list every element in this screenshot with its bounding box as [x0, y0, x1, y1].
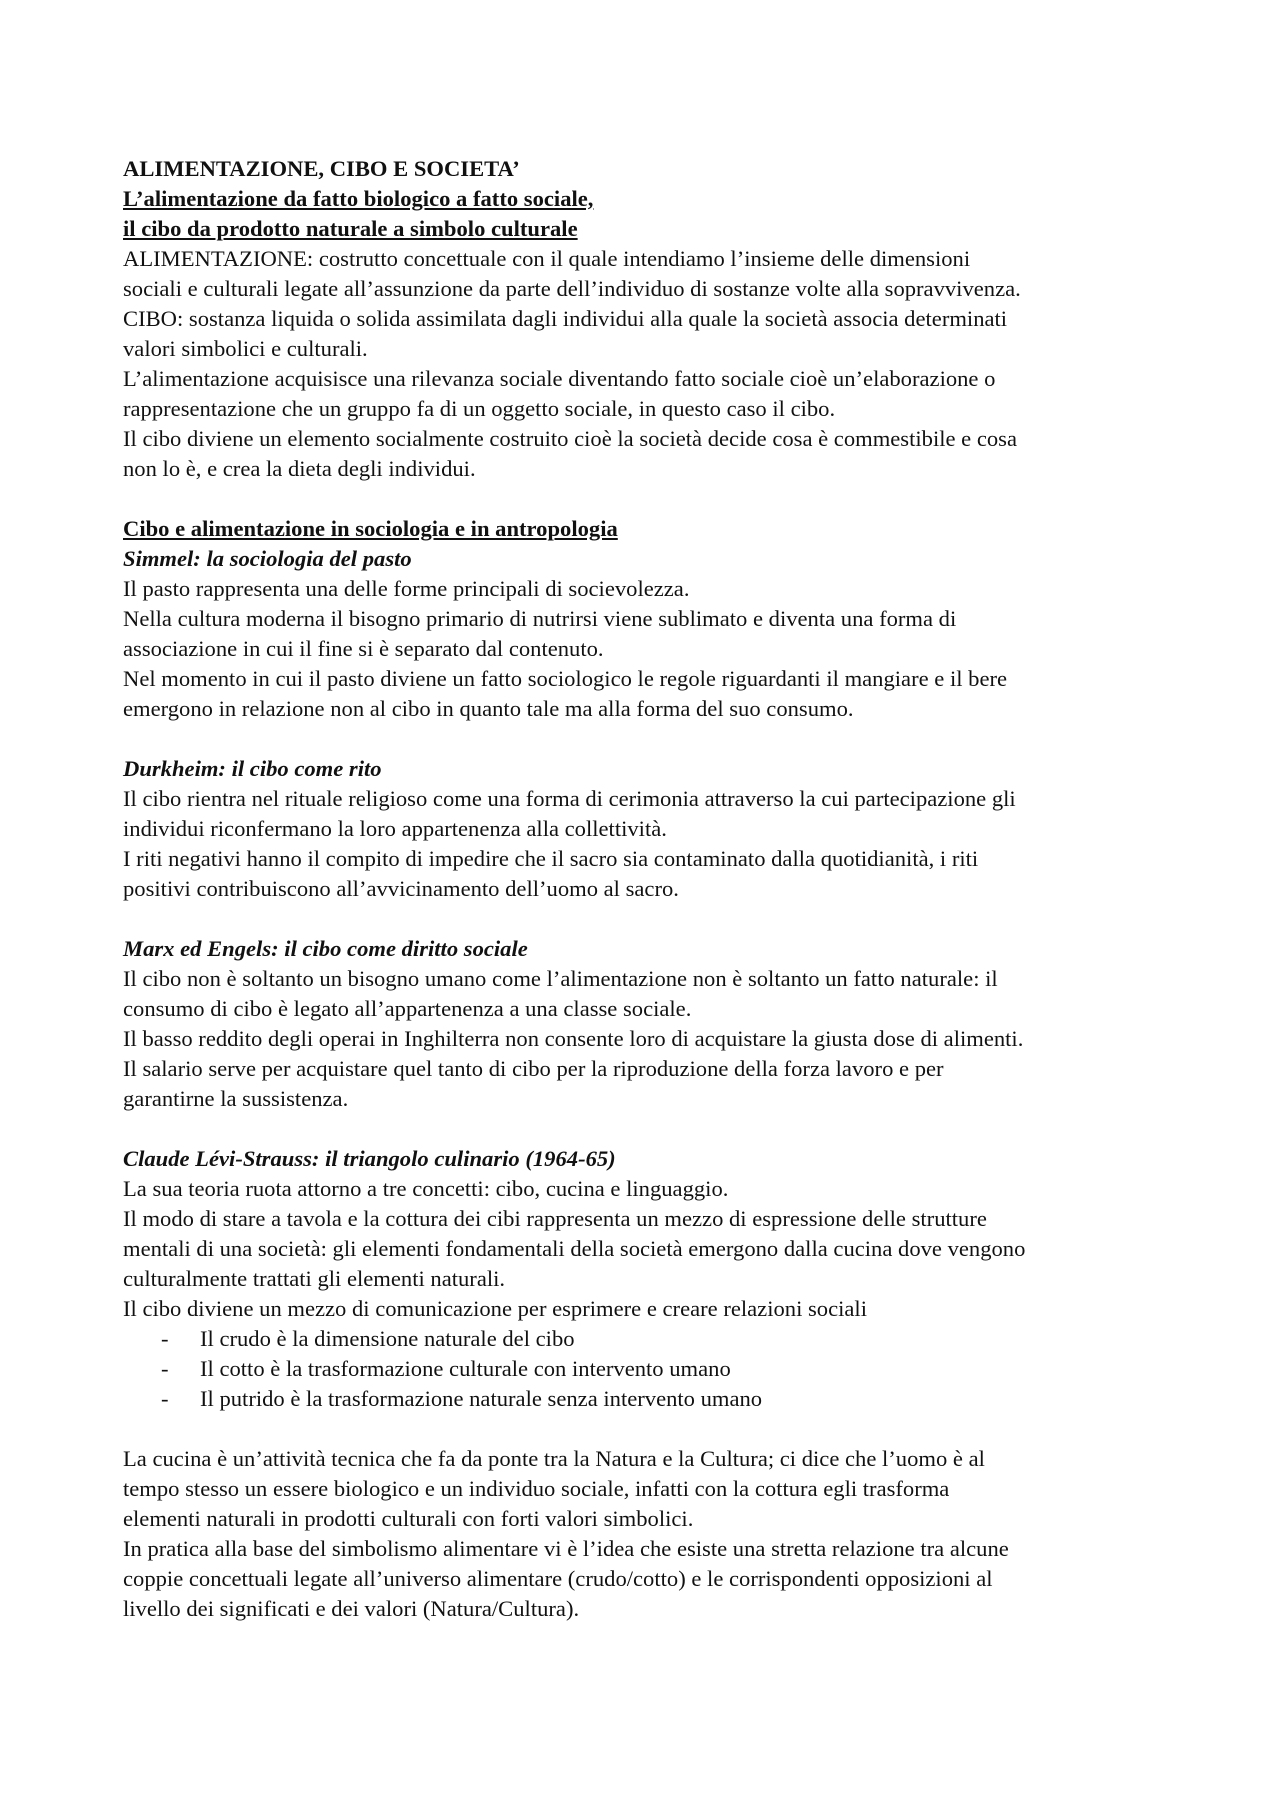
text-line: positivi contribuiscono all’avvicinamento dell’uomo al sacro. [123, 876, 679, 901]
list-item-text: Il cotto è la trasformazione culturale con intervento umano [200, 1356, 731, 1381]
document-title: ALIMENTAZIONE, CIBO E SOCIETA’ [123, 156, 520, 181]
intro-paragraph [123, 244, 1163, 484]
text-line: Il cibo diviene un mezzo di comunicazione per esprimere e creare relazioni sociali [123, 1296, 867, 1321]
text-line: consumo di cibo è legato all’appartenenza a una classe sociale. [123, 996, 692, 1021]
text-line: rappresentazione che un gruppo fa di un oggetto sociale, in questo caso il cibo. [123, 396, 836, 421]
levi-strauss-section [123, 1144, 1163, 1624]
marx-section [123, 934, 1163, 1114]
durkheim-heading: Durkheim: il cibo come rito [123, 756, 382, 781]
document-subtitle-line-2: il cibo da prodotto naturale a simbolo culturale [123, 216, 578, 241]
text-line: emergono in relazione non al cibo in quanto tale ma alla forma del suo consumo. [123, 696, 854, 721]
text-line: valori simbolici e culturali. [123, 336, 368, 361]
bullet-dash: - [161, 1326, 169, 1351]
spacer [123, 724, 1163, 754]
text-line: tempo stesso un essere biologico e un individuo sociale, infatti con la cottura egli trasforma [123, 1476, 950, 1501]
bullet-list [123, 1324, 1163, 1414]
spacer [123, 904, 1163, 934]
text-line: Nella cultura moderna il bisogno primario di nutrirsi viene sublimato e diventa una forma di [123, 606, 957, 631]
text-line: Il basso reddito degli operai in Inghilterra non consente loro di acquistare la giusta dose di alimenti. [123, 1026, 1024, 1051]
text-line: La cucina è un’attività tecnica che fa da ponte tra la Natura e la Cultura; ci dice che l’uomo è al [123, 1446, 985, 1471]
spacer [123, 1414, 1163, 1444]
text-line: garantirne la sussistenza. [123, 1086, 349, 1111]
simmel-section [123, 544, 1163, 724]
spacer [123, 1114, 1163, 1144]
text-line: L’alimentazione acquisisce una rilevanza sociale diventando fatto sociale cioè un’elaborazione o [123, 366, 996, 391]
text-line: elementi naturali in prodotti culturali con forti valori simbolici. [123, 1506, 694, 1531]
document-page [123, 154, 1163, 1624]
text-line: sociali e culturali legate all’assunzione da parte dell’individuo di sostanze volte alla sopravvivenza. [123, 276, 1021, 301]
text-line: Il cibo rientra nel rituale religioso come una forma di cerimonia attraverso la cui partecipazione gli [123, 786, 1016, 811]
text-line: Il modo di stare a tavola e la cottura dei cibi rappresenta un mezzo di espressione delle strutture [123, 1206, 987, 1231]
text-line: Il cibo diviene un elemento socialmente costruito cioè la società decide cosa è commestibile e cosa [123, 426, 1017, 451]
text-line: I riti negativi hanno il compito di impedire che il sacro sia contaminato dalla quotidianità, i riti [123, 846, 979, 871]
bullet-dash: - [161, 1356, 169, 1381]
text-line: individui riconfermano la loro appartenenza alla collettività. [123, 816, 667, 841]
levi-strauss-heading: Claude Lévi-Strauss: il triangolo culinario (1964-65) [123, 1146, 616, 1171]
simmel-heading: Simmel: la sociologia del pasto [123, 546, 412, 571]
list-item [123, 1384, 1163, 1414]
list-item [123, 1324, 1163, 1354]
list-item-text: Il crudo è la dimensione naturale del cibo [200, 1326, 575, 1351]
text-line: mentali di una società: gli elementi fondamentali della società emergono dalla cucina dove vengono [123, 1236, 1026, 1261]
spacer [123, 484, 1163, 514]
text-line: Nel momento in cui il pasto diviene un fatto sociologico le regole riguardanti il mangiare e il bere [123, 666, 1008, 691]
text-line: ALIMENTAZIONE: costrutto concettuale con il quale intendiamo l’insieme delle dimensioni [123, 246, 971, 271]
list-item [123, 1354, 1163, 1384]
marx-heading: Marx ed Engels: il cibo come diritto sociale [123, 936, 528, 961]
text-line: Il pasto rappresenta una delle forme principali di socievolezza. [123, 576, 690, 601]
text-line: culturalmente trattati gli elementi naturali. [123, 1266, 506, 1291]
durkheim-section [123, 754, 1163, 904]
text-line: In pratica alla base del simbolismo alimentare vi è l’idea che esiste una stretta relazione tra alcune [123, 1536, 1009, 1561]
text-line: coppie concettuali legate all’universo alimentare (crudo/cotto) e le corrispondenti opposizioni al [123, 1566, 993, 1591]
text-line: La sua teoria ruota attorno a tre concetti: cibo, cucina e linguaggio. [123, 1176, 729, 1201]
text-line: Il cibo non è soltanto un bisogno umano come l’alimentazione non è soltanto un fatto naturale: il [123, 966, 998, 991]
text-line: livello dei significati e dei valori (Natura/Cultura). [123, 1596, 580, 1621]
document-subtitle-line-1: L’alimentazione da fatto biologico a fatto sociale, [123, 186, 594, 211]
text-line: CIBO: sostanza liquida o solida assimilata dagli individui alla quale la società associa determinati [123, 306, 1008, 331]
list-item-text: Il putrido è la trasformazione naturale senza intervento umano [200, 1386, 763, 1411]
bullet-dash: - [161, 1386, 169, 1411]
text-line: associazione in cui il fine si è separato dal contenuto. [123, 636, 604, 661]
text-line: Il salario serve per acquistare quel tanto di cibo per la riproduzione della forza lavoro e per [123, 1056, 944, 1081]
section-heading: Cibo e alimentazione in sociologia e in antropologia [123, 516, 618, 541]
text-line: non lo è, e crea la dieta degli individui. [123, 456, 476, 481]
